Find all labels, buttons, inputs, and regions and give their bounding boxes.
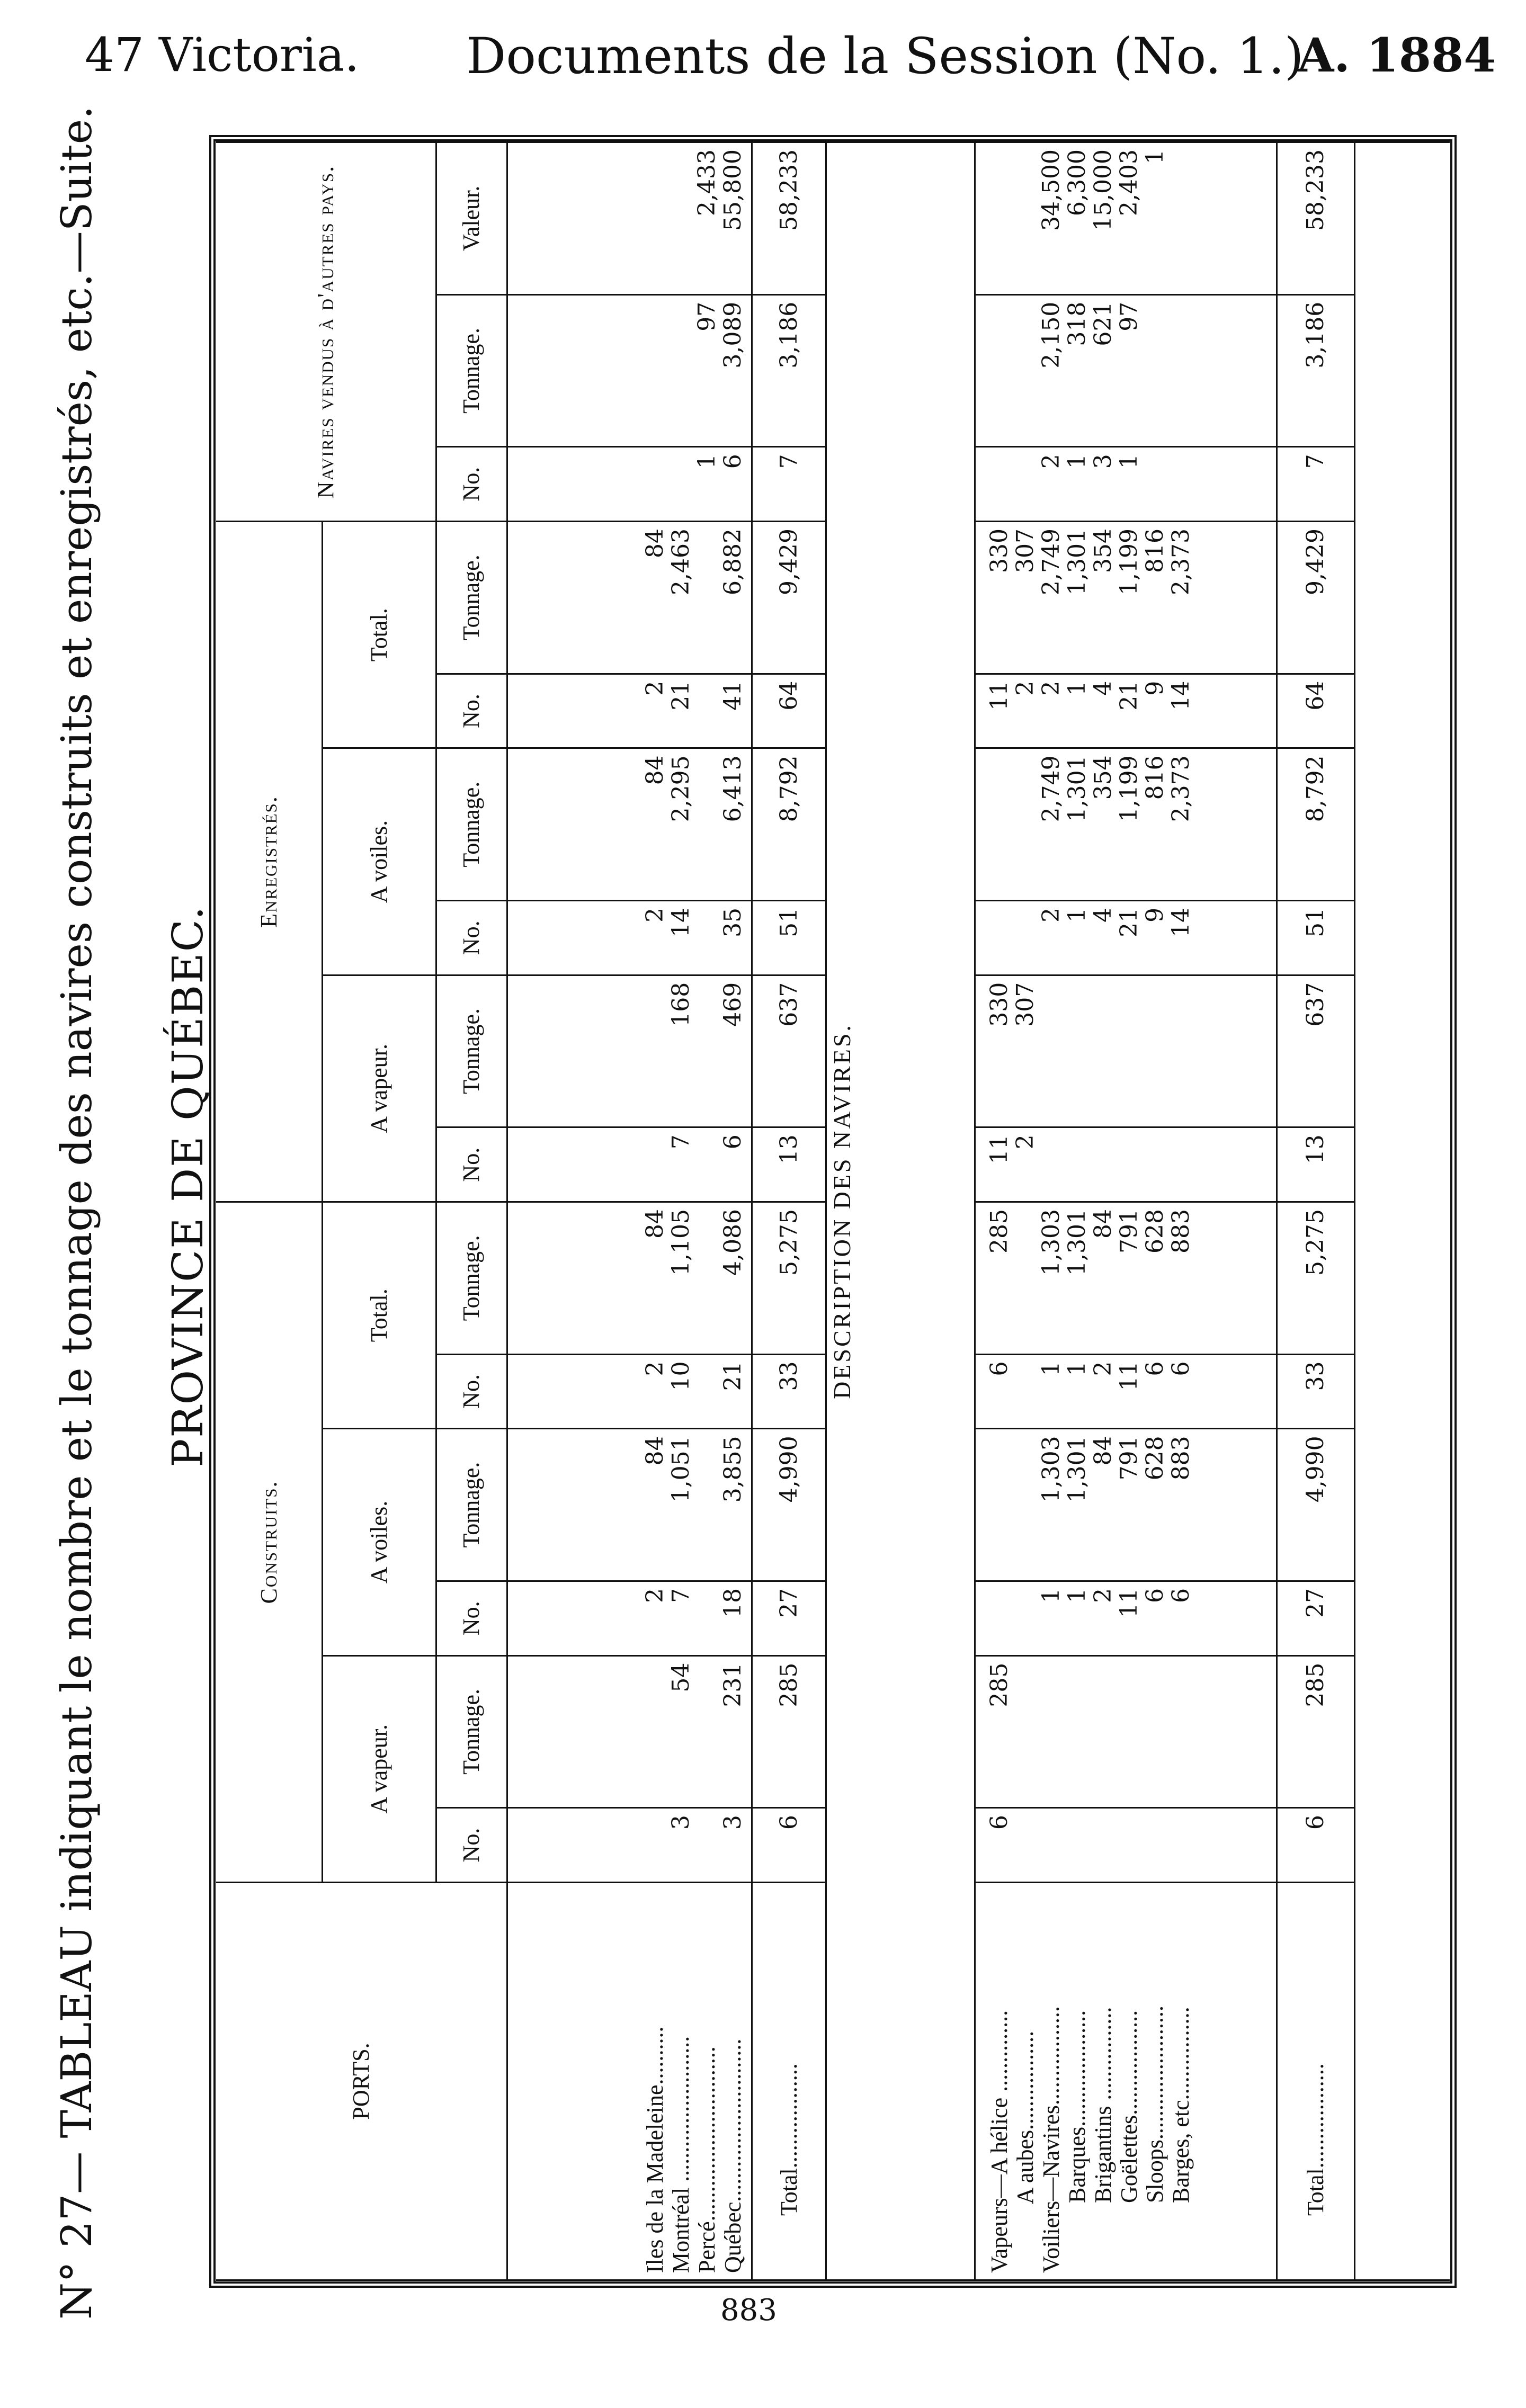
page-number: 883: [720, 2293, 777, 2328]
total-cell: 637: [1277, 975, 1354, 1127]
cell-c-tot-no: 6 1 1 2 11 6 6: [975, 1354, 1277, 1429]
total-cell: 9,429: [1277, 522, 1354, 674]
cell-v-val: 2,433 55,800: [507, 142, 752, 295]
total-cell: 13: [752, 1127, 826, 1202]
cell-e-vap-no: 11 2: [975, 1127, 1277, 1202]
cell-c-vap-no: 3 3: [507, 1808, 752, 1883]
province-heading: PROVINCE DE QUÉBEC.: [163, 905, 212, 1467]
total-cell: 7: [752, 447, 826, 522]
types-total-row: [1277, 142, 1354, 2280]
header-year: A. 1884: [1298, 28, 1496, 83]
enregistres-total-header: Total.: [323, 522, 436, 748]
total-cell: 4,990: [752, 1429, 826, 1581]
total-cell: 637: [752, 975, 826, 1127]
total-cell: 4,990: [1277, 1429, 1354, 1581]
cell-e-tot-ton: 84 2,463 6,882: [507, 522, 752, 674]
total-cell: 64: [752, 674, 826, 748]
cell-c-tot-no: 2 10 21: [507, 1354, 752, 1429]
cell-c-tot-ton: 285 1,303 1,301 84 791 628 883: [975, 1202, 1277, 1355]
construits-header: Construits.: [216, 1202, 323, 1883]
cell-e-voi-ton: 84 2,295 6,413: [507, 748, 752, 901]
total-cell: 51: [1277, 900, 1354, 975]
col-no: No.: [436, 900, 507, 975]
header-document-title: Documents de la Session (No. 1.): [466, 28, 1304, 85]
vendus-header: Navires vendus à d'autres pays.: [216, 142, 436, 522]
total-label: Total..................: [1277, 1882, 1354, 2280]
vessel-type-rows: [975, 142, 1277, 2280]
col-no: No.: [436, 1127, 507, 1202]
ports-header: PORTS.: [216, 1882, 507, 2280]
col-tonnage: Tonnage.: [436, 294, 507, 447]
total-cell: 285: [1277, 1655, 1354, 1808]
description-heading: DESCRIPTION DES NAVIRES.: [826, 142, 975, 2280]
cell-c-vap-ton: 54 231: [507, 1655, 752, 1808]
col-tonnage: Tonnage.: [436, 1429, 507, 1581]
statistics-table: [216, 141, 1450, 2281]
vessel-type-labels: Vapeurs—A hélice .............. A aubes................. Voiliers—Navires................. Barques.................... Brigantins ................ Goëlettes.................. Sloops....................... Barges, etc................: [975, 1882, 1277, 2280]
cell-e-vap-ton: 330 307: [975, 975, 1277, 1127]
construits-total-header: Total.: [323, 1202, 436, 1429]
col-tonnage: Tonnage.: [436, 522, 507, 674]
ports-total-row: [752, 142, 826, 2280]
cell-e-tot-ton: 330 307 2,749 1,301 354 1,199 816 2,373: [975, 522, 1277, 674]
cell-c-voi-no: 1 1 2 11 6 6: [975, 1581, 1277, 1655]
total-cell: 27: [752, 1581, 826, 1655]
cell-e-voi-no: 2 14 35: [507, 900, 752, 975]
enregistres-vapeur-header: A vapeur.: [323, 975, 436, 1202]
cell-v-ton: 97 3,089: [507, 294, 752, 447]
col-tonnage: Tonnage.: [436, 1202, 507, 1355]
construits-voiles-header: A voiles.: [323, 1429, 436, 1655]
cell-c-voi-ton: 1,303 1,301 84 791 628 883: [975, 1429, 1277, 1581]
col-no: No.: [436, 1808, 507, 1883]
construits-vapeur-header: A vapeur.: [323, 1655, 436, 1882]
total-cell: 13: [1277, 1127, 1354, 1202]
cell-c-voi-no: 2 7 18: [507, 1581, 752, 1655]
cell-e-vap-no: 7 6: [507, 1127, 752, 1202]
total-cell: 27: [1277, 1581, 1354, 1655]
total-cell: 64: [1277, 674, 1354, 748]
header-session-year: 47 Victoria.: [85, 28, 360, 82]
total-cell: 3,186: [1277, 294, 1354, 447]
total-cell: 9,429: [752, 522, 826, 674]
total-cell: 3,186: [752, 294, 826, 447]
ports-rows: [507, 142, 752, 2280]
total-cell: 51: [752, 900, 826, 975]
table-bottom-space: [1354, 142, 1450, 2280]
enregistres-header: Enregistrés.: [216, 522, 323, 1202]
cell-e-vap-ton: 168 469: [507, 975, 752, 1127]
total-cell: 33: [1277, 1354, 1354, 1429]
col-no: No.: [436, 674, 507, 748]
total-cell: 5,275: [752, 1202, 826, 1355]
cell-v-no: 1 6: [507, 447, 752, 522]
cell-c-vap-ton: 285: [975, 1655, 1277, 1808]
col-no: No.: [436, 447, 507, 522]
cell-e-voi-ton: 2,749 1,301 354 1,199 816 2,373: [975, 748, 1277, 901]
total-cell: 33: [752, 1354, 826, 1429]
total-cell: 58,233: [1277, 142, 1354, 295]
cell-v-ton: 2,150 318 621 97: [975, 294, 1277, 447]
total-cell: 7: [1277, 447, 1354, 522]
table-title: N° 27— TABLEAU indiquant le nombre et le tonnage des navires construits et enregistrés, etc.—Suite.: [52, 105, 101, 2320]
col-no: No.: [436, 1581, 507, 1655]
total-cell: 6: [752, 1808, 826, 1883]
col-tonnage: Tonnage.: [436, 975, 507, 1127]
cell-e-voi-no: 2 1 4 21 9 14: [975, 900, 1277, 975]
col-no: No.: [436, 1354, 507, 1429]
total-cell: 8,792: [1277, 748, 1354, 901]
cell-v-no: 2 1 3 1: [975, 447, 1277, 522]
cell-v-val: 34,500 6,300 15,000 2,403 1: [975, 142, 1277, 295]
cell-c-vap-no: 6: [975, 1808, 1277, 1883]
total-cell: 58,233: [752, 142, 826, 295]
total-cell: 285: [752, 1655, 826, 1808]
col-tonnage: Tonnage.: [436, 1655, 507, 1808]
total-cell: 5,275: [1277, 1202, 1354, 1355]
enregistres-voiles-header: A voiles.: [323, 748, 436, 975]
rotated-table-wrapper: [216, 141, 1450, 2281]
col-valeur: Valeur.: [436, 142, 507, 295]
cell-c-tot-ton: 84 1,105 4,086: [507, 1202, 752, 1355]
cell-c-voi-ton: 84 1,051 3,855: [507, 1429, 752, 1581]
total-cell: 8,792: [752, 748, 826, 901]
cell-e-tot-no: 11 2 2 1 4 21 9 14: [975, 674, 1277, 748]
port-labels: Iles de la Madeleine.......... Montréal ......................... Percé.............................. Québec............................: [507, 1882, 752, 2280]
total-cell: 6: [1277, 1808, 1354, 1883]
cell-e-tot-no: 2 21 41: [507, 674, 752, 748]
total-label: Total..................: [752, 1882, 826, 2280]
col-tonnage: Tonnage.: [436, 748, 507, 901]
